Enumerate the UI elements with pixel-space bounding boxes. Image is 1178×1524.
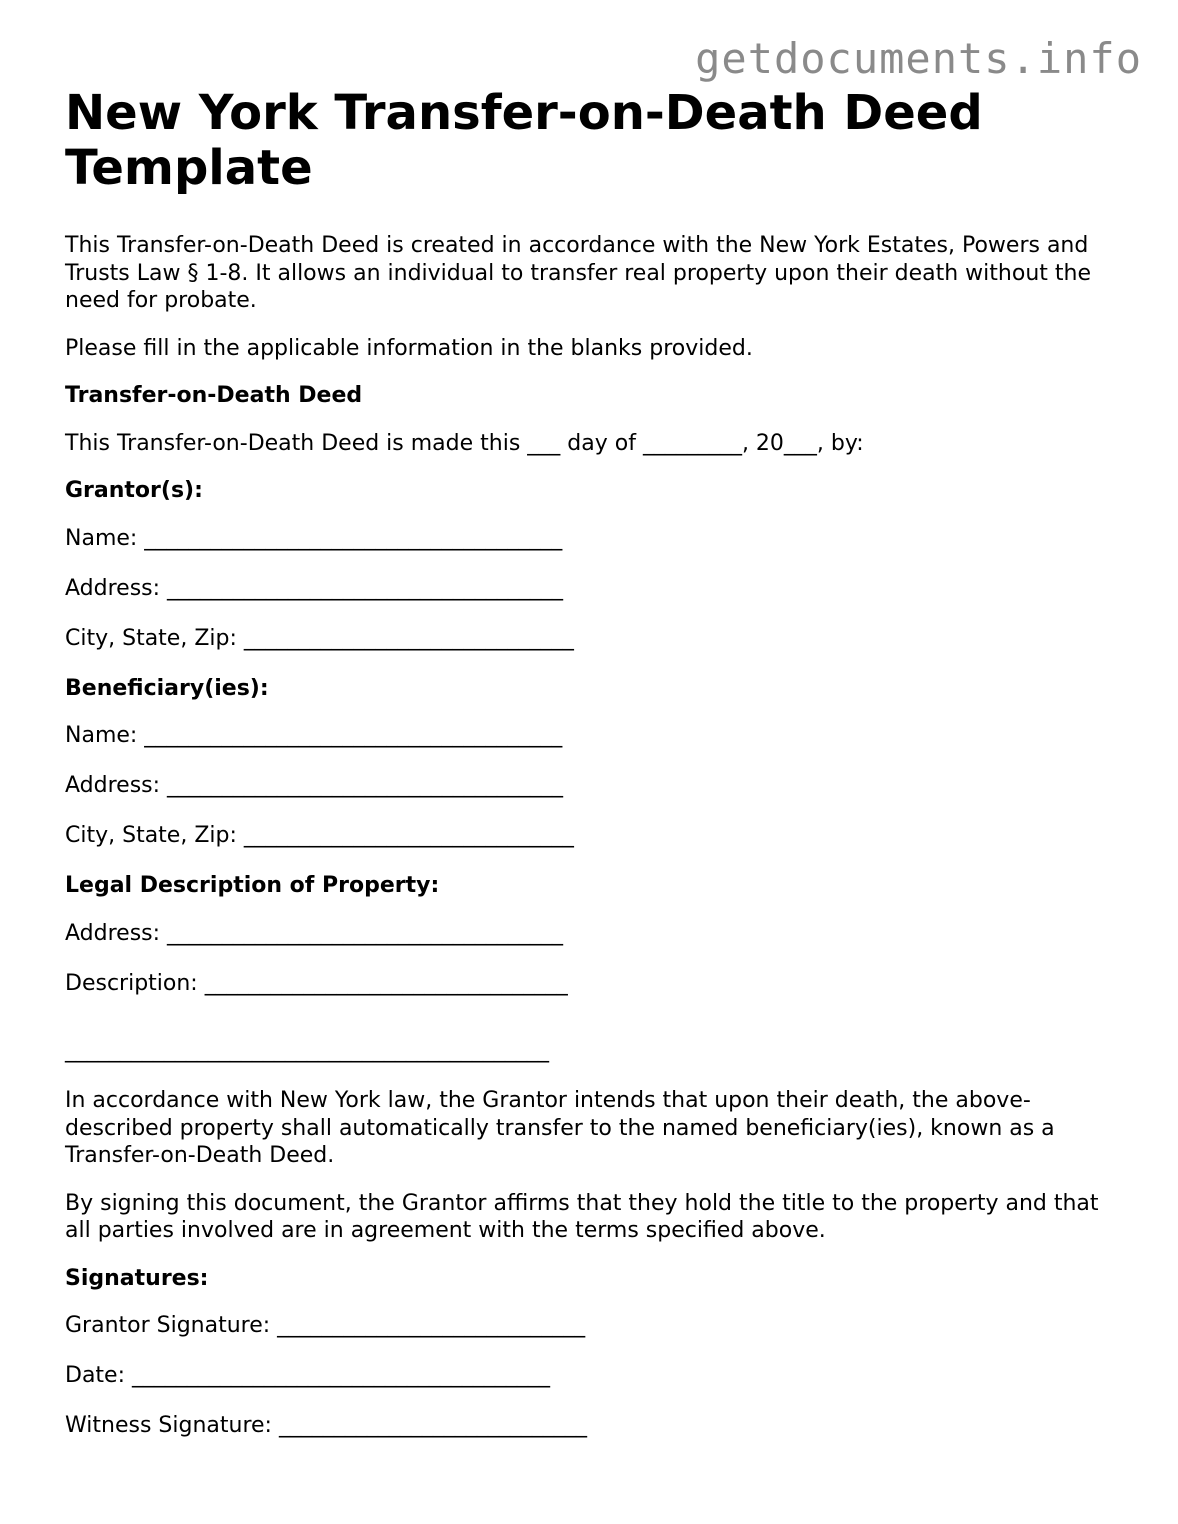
page-title: New York Transfer-on-Death Deed Template: [65, 85, 983, 196]
grantor-city-field: City, State, Zip: ______________________________: [65, 625, 574, 651]
property-heading: Legal Description of Property:: [65, 873, 440, 898]
made-this-line: This Transfer-on-Death Deed is made this ___ day of _________, 20___, by:: [65, 430, 864, 456]
property-description-field: Description: _________________________________: [65, 970, 568, 996]
property-description-extra-line: ____________________________________________: [65, 1038, 549, 1063]
beneficiary-city-field: City, State, Zip: ______________________________: [65, 823, 574, 848]
grantor-name-field: Name: ______________________________________: [65, 525, 563, 551]
intro-paragraph: This Transfer-on-Death Deed is created in accordance with the New York Estates, Powers and Trusts Law § 1-8. It allows an individual to transfer real property upon their death without the need for probate.: [65, 233, 1091, 313]
intent-paragraph: In accordance with New York law, the Grantor intends that upon their death, the above-described property shall automatically transfer to the named beneficiary(ies), known as a Transfer-on-Death Deed.: [65, 1088, 1055, 1168]
grantor-signature-field: Grantor Signature: ____________________________: [65, 1313, 586, 1338]
deed-heading: Transfer-on-Death Deed: [65, 383, 363, 408]
watermark: getdocuments.info: [695, 34, 1142, 83]
document-page: [65, 86, 1125, 1462]
beneficiary-name-field: Name: ______________________________________: [65, 723, 563, 748]
date-field: Date: ______________________________________: [65, 1363, 550, 1388]
property-address-field: Address: ____________________________________: [65, 920, 564, 946]
grantor-address-field: Address: ____________________________________: [65, 575, 564, 601]
signatures-heading: Signatures:: [65, 1265, 209, 1291]
instructions-paragraph: Please fill in the applicable information in the blanks provided.: [65, 335, 753, 361]
grantor-heading: Grantor(s):: [65, 478, 203, 503]
witness-signature-field: Witness Signature: ____________________________: [65, 1413, 587, 1438]
beneficiary-heading: Beneficiary(ies):: [65, 675, 269, 701]
beneficiary-address-field: Address: ____________________________________: [65, 773, 564, 798]
affirm-paragraph: By signing this document, the Grantor affirms that they hold the title to the property and that all parties involved are in agreement with the terms specified above.: [65, 1190, 1099, 1243]
